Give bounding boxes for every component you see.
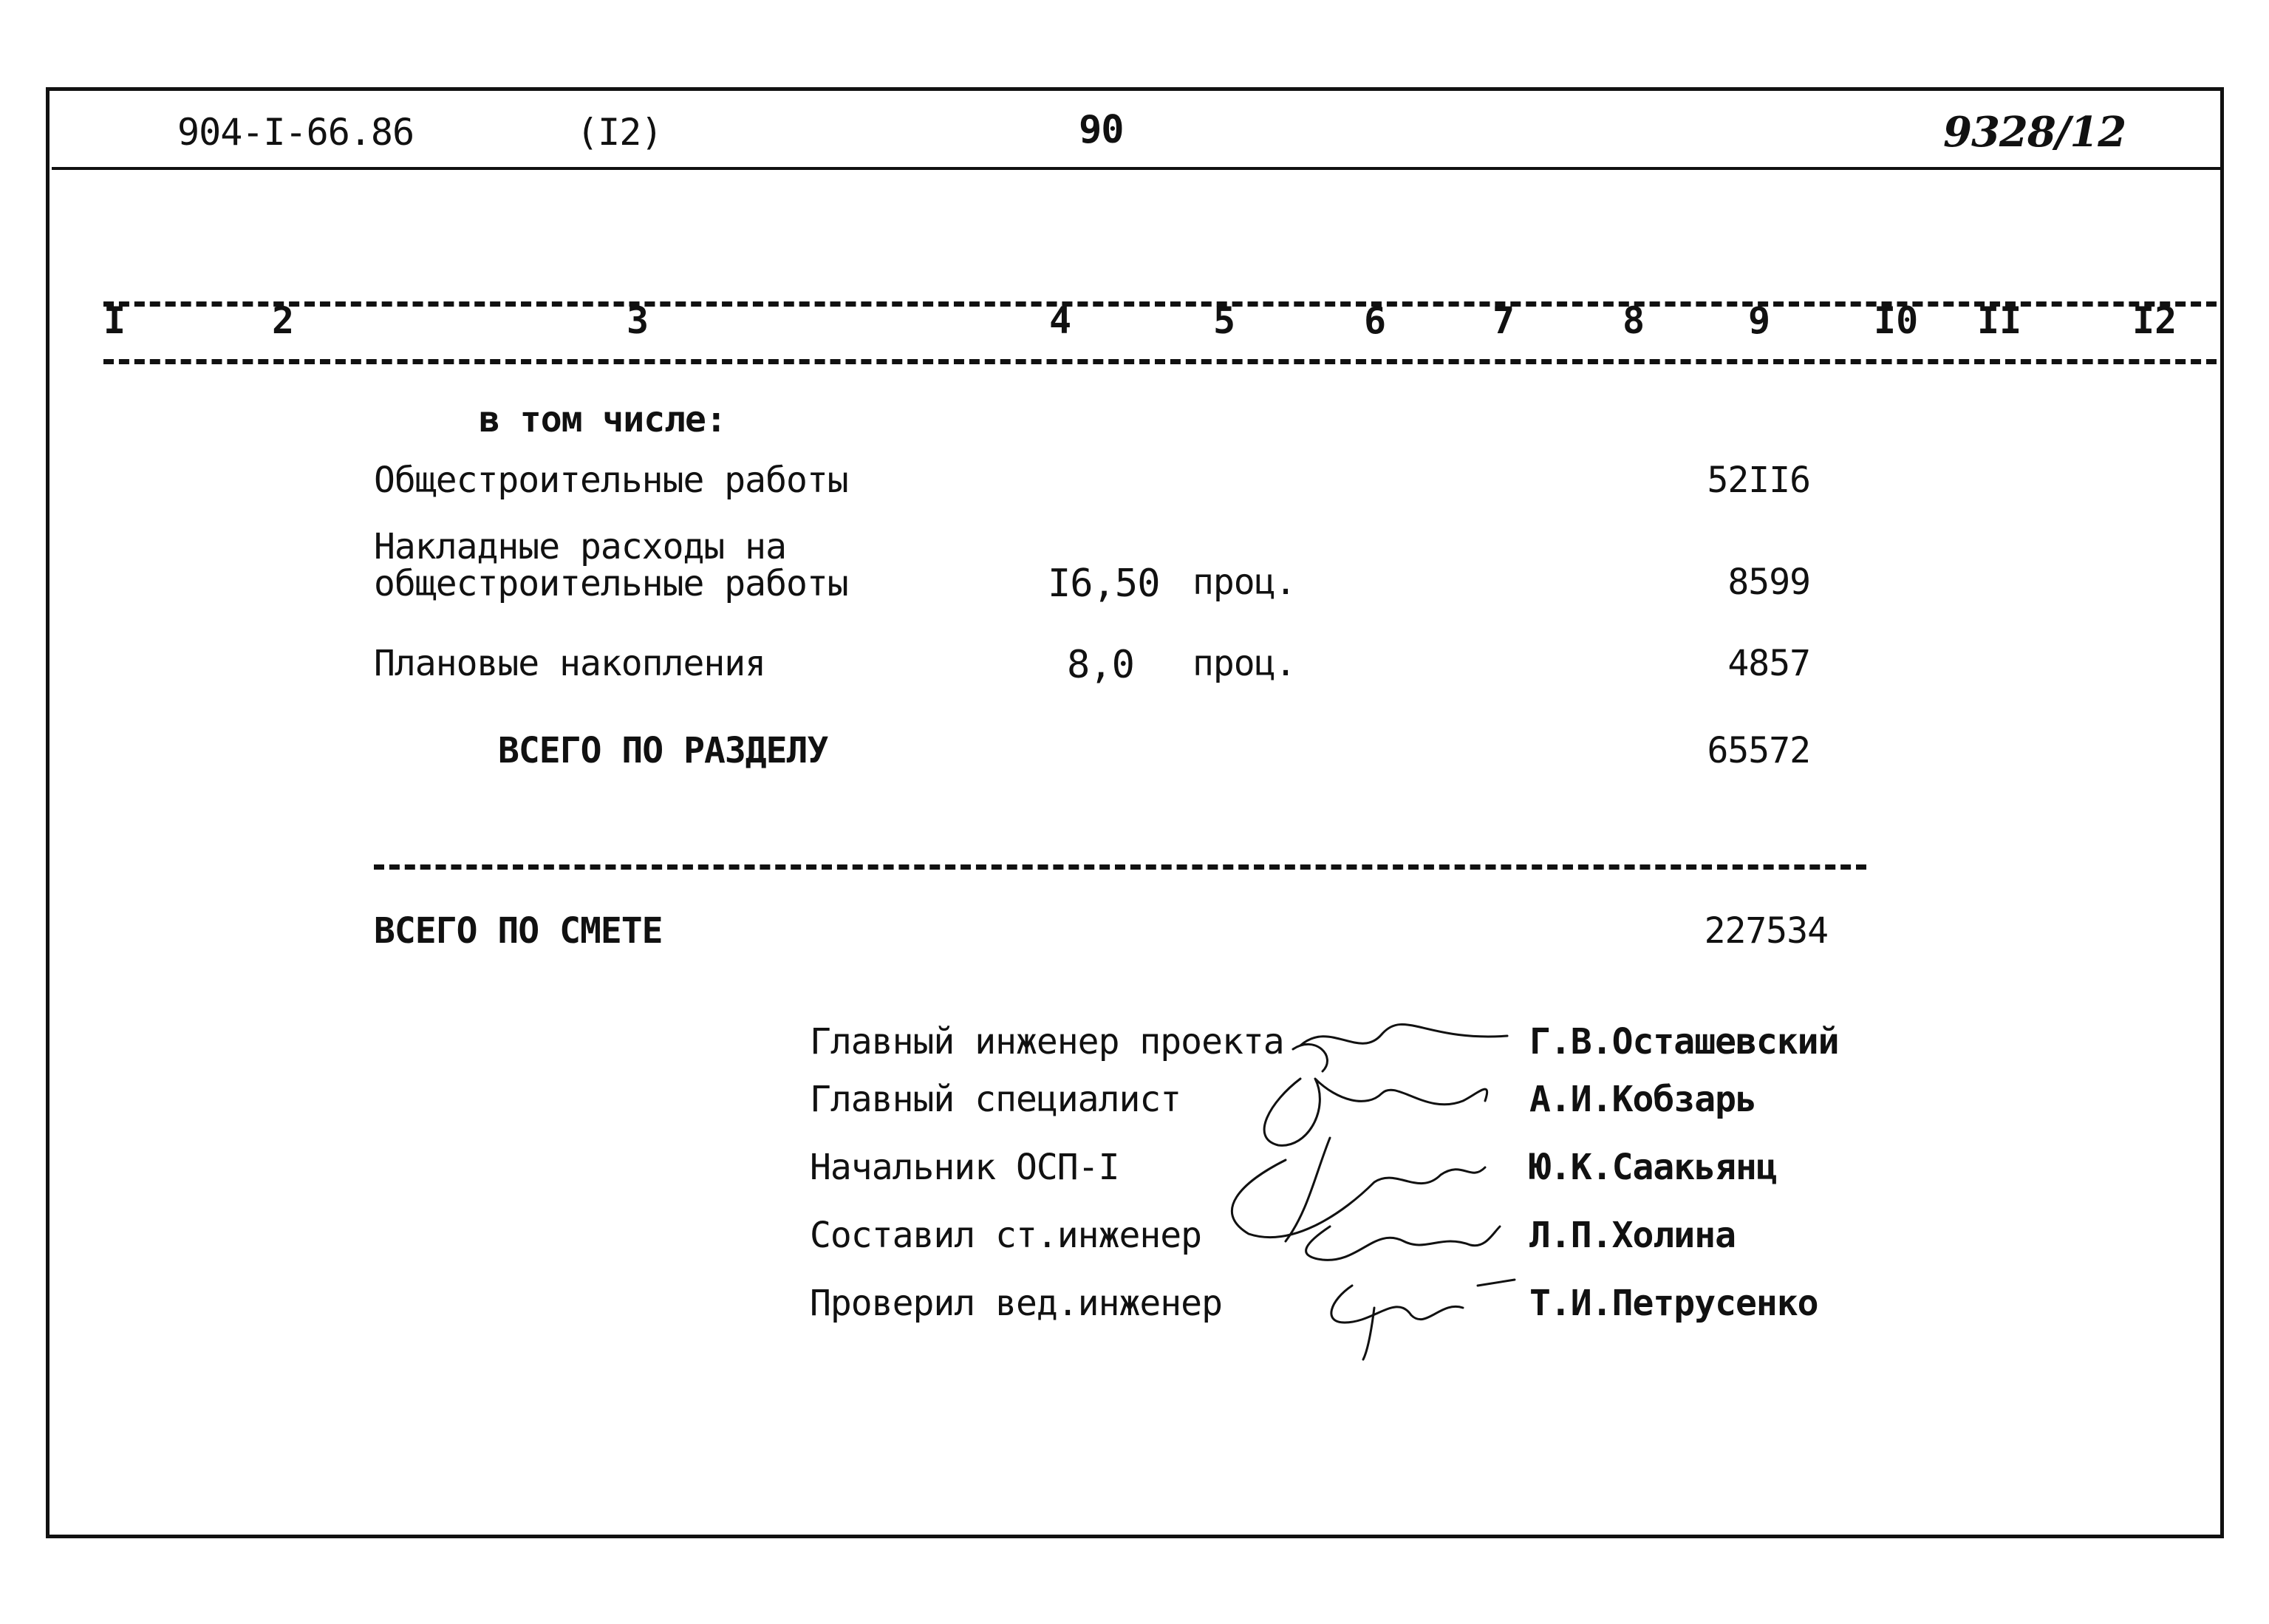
archive-number: 9328/12 bbox=[1943, 108, 2126, 157]
signature-stroke bbox=[1363, 1308, 1374, 1359]
column-number: 9 bbox=[1748, 299, 1771, 342]
column-number: 3 bbox=[627, 299, 649, 342]
column-number: 6 bbox=[1364, 299, 1387, 342]
signature-role: Составил ст.инженер bbox=[810, 1215, 1202, 1256]
signature-name: Л.П.Холина bbox=[1529, 1215, 1736, 1256]
column-number: 4 bbox=[1049, 299, 1072, 342]
header-divider bbox=[52, 167, 2224, 170]
signature-stroke bbox=[1331, 1286, 1463, 1323]
signature-stroke bbox=[1264, 1079, 1487, 1145]
column-number: I0 bbox=[1874, 299, 1919, 342]
column-number: I2 bbox=[2132, 299, 2177, 342]
column-number: II bbox=[1977, 299, 2022, 342]
signature-role: Главный инженер проекта bbox=[810, 1021, 1284, 1062]
signature-stroke bbox=[1306, 1226, 1500, 1260]
signature-name: Т.И.Петрусенко bbox=[1529, 1283, 1818, 1324]
row-amount: 8599 bbox=[1727, 562, 1810, 603]
signature-name: А.И.Кобзарь bbox=[1529, 1079, 1756, 1120]
document-code: 904-I-66.86 bbox=[177, 111, 414, 154]
signature-stroke bbox=[1286, 1138, 1330, 1241]
section-total-label: ВСЕГО ПО РАЗДЕЛУ bbox=[498, 730, 828, 771]
sheet-reference: (I2) bbox=[576, 111, 663, 154]
signature-role: Начальник ОСП-I bbox=[810, 1147, 1119, 1188]
column-number: 5 bbox=[1213, 299, 1236, 342]
row-name-line2: общестроительные работы bbox=[374, 563, 848, 604]
signature-role: Проверил вед.инженер bbox=[810, 1283, 1222, 1324]
handwritten-signatures bbox=[1182, 990, 1522, 1359]
column-number: 7 bbox=[1492, 299, 1515, 342]
section-subheading: в том числе: bbox=[479, 399, 726, 440]
signature-stroke bbox=[1478, 1280, 1515, 1286]
row-name: Плановые накопления bbox=[374, 643, 766, 684]
column-strip-bottom bbox=[103, 359, 2217, 364]
row-unit: проц. bbox=[1192, 562, 1296, 603]
row-amount: 4857 bbox=[1727, 643, 1810, 684]
section-total-amount: 65572 bbox=[1707, 730, 1810, 771]
estimate-total-label: ВСЕГО ПО СМЕТЕ bbox=[374, 910, 663, 952]
signature-role: Главный специалист bbox=[810, 1079, 1181, 1120]
row-unit: проц. bbox=[1192, 643, 1296, 684]
estimate-total-amount: 227534 bbox=[1704, 910, 1828, 952]
signature-stroke bbox=[1293, 1044, 1327, 1071]
row-name-line1: Накладные расходы на bbox=[374, 526, 786, 567]
row-amount: 52II6 bbox=[1707, 460, 1810, 501]
signature-stroke bbox=[1232, 1160, 1485, 1238]
signature-stroke bbox=[1300, 1024, 1507, 1045]
column-number: I bbox=[103, 299, 126, 342]
column-number: 8 bbox=[1623, 299, 1645, 342]
row-rate: I6,50 bbox=[1048, 562, 1160, 606]
page-number: 90 bbox=[1079, 108, 1124, 152]
separator-dashed bbox=[374, 864, 1866, 870]
signature-name: Ю.К.Саакьянц bbox=[1529, 1147, 1777, 1188]
column-number: 2 bbox=[272, 299, 295, 342]
signature-name: Г.В.Осташевский bbox=[1529, 1021, 1839, 1062]
row-rate: 8,0 bbox=[1067, 643, 1134, 687]
row-name: Общестроительные работы bbox=[374, 460, 848, 501]
